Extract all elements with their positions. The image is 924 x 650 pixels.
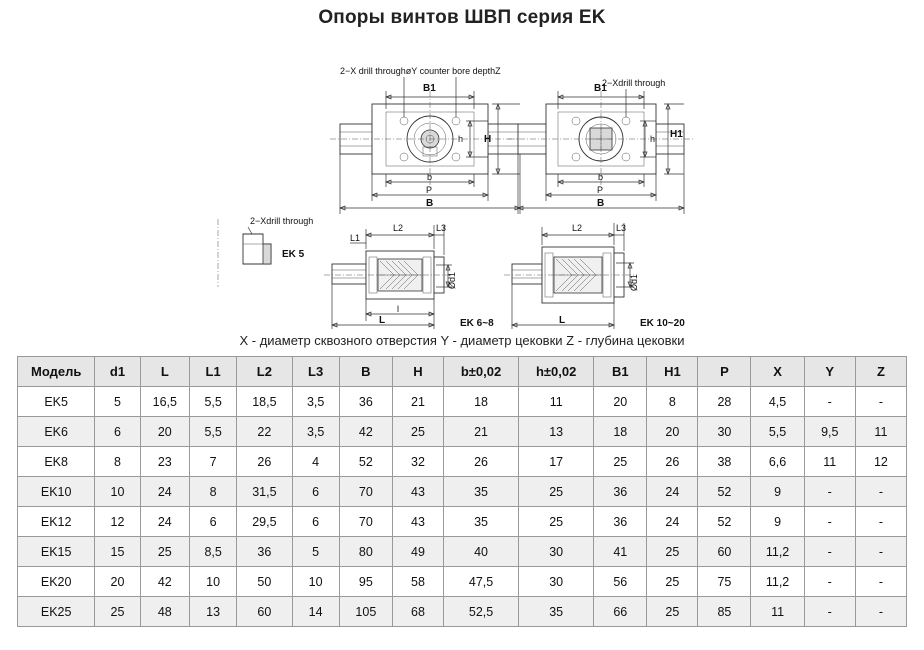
cell-h1: 25: [647, 567, 698, 597]
cell-z: -: [855, 507, 906, 537]
cell-h-tol: 11: [519, 387, 594, 417]
drawing-svg: [0, 29, 924, 329]
cell-b-tol: 35: [444, 477, 519, 507]
cell-l3: 3,5: [292, 387, 339, 417]
cell-z: -: [855, 477, 906, 507]
cell-l2: 18,5: [237, 387, 292, 417]
cell-d1: 20: [95, 567, 140, 597]
page-title: Опоры винтов ШВП серия EK: [318, 7, 606, 28]
cell-l1: 5,5: [190, 387, 237, 417]
cell-h: 49: [392, 537, 443, 567]
table-row: [18, 387, 907, 417]
cell-p: 52: [698, 477, 751, 507]
cell-x: 11,2: [751, 567, 804, 597]
label-l3-right: L3: [616, 223, 627, 233]
label-l3: L3: [436, 223, 447, 233]
col-header-p: P: [698, 357, 751, 387]
cell-p: 28: [698, 387, 751, 417]
cell-b-tol: 35: [444, 507, 519, 537]
label-h-small: h: [458, 134, 464, 144]
cell-p: 75: [698, 567, 751, 597]
cell-l2: 22: [237, 417, 292, 447]
cell-b-tol: 26: [444, 447, 519, 477]
cell-y: -: [804, 507, 855, 537]
ek68-view: [324, 223, 494, 329]
technical-drawing: [0, 29, 924, 329]
label-l1: L1: [350, 233, 361, 243]
ek5-view: [218, 216, 313, 287]
cell-l1: 8: [190, 477, 237, 507]
cell-h1: 20: [647, 417, 698, 447]
cell-x: 4,5: [751, 387, 804, 417]
ek1020-view: [504, 223, 685, 329]
label-b-lower: b: [427, 172, 433, 182]
cell-h-tol: 25: [519, 477, 594, 507]
cell-h: 43: [392, 507, 443, 537]
cell-b: 70: [339, 507, 392, 537]
cell-model: EK20: [18, 567, 95, 597]
col-header-l: L: [140, 357, 189, 387]
cell-b: 95: [339, 567, 392, 597]
label-view-ek5: EK 5: [282, 249, 305, 260]
cell-l: 16,5: [140, 387, 189, 417]
cell-l3: 5: [292, 537, 339, 567]
label-p: P: [426, 185, 433, 195]
cell-l2: 50: [237, 567, 292, 597]
label-l2-right: L2: [572, 223, 583, 233]
cell-y: -: [804, 477, 855, 507]
cell-l: 23: [140, 447, 189, 477]
cell-d1: 10: [95, 477, 140, 507]
cell-h: 58: [392, 567, 443, 597]
cell-z: -: [855, 537, 906, 567]
cell-h1: 25: [647, 537, 698, 567]
cell-h1: 24: [647, 477, 698, 507]
cell-b-tol: 47,5: [444, 567, 519, 597]
cell-y: -: [804, 387, 855, 417]
col-header-y: Y: [804, 357, 855, 387]
cell-x: 11,2: [751, 537, 804, 567]
cell-model: EK15: [18, 537, 95, 567]
specification-table: [17, 356, 907, 627]
cell-z: -: [855, 387, 906, 417]
label-left-note: 2−Xdrill through: [250, 216, 314, 226]
top-right-view: [508, 78, 694, 214]
col-header-l2: L2: [237, 357, 292, 387]
cell-b1: 66: [594, 597, 647, 627]
cell-l1: 13: [190, 597, 237, 627]
col-header-h: H: [392, 357, 443, 387]
cell-model: EK5: [18, 387, 95, 417]
cell-p: 60: [698, 537, 751, 567]
cell-l: 42: [140, 567, 189, 597]
label-top-note: 2−X drill throughøY counter bore depthZ: [340, 66, 501, 76]
label-h-small-right: h: [650, 134, 656, 144]
table-row: [18, 477, 907, 507]
cell-l3: 14: [292, 597, 339, 627]
cell-l1: 5,5: [190, 417, 237, 447]
cell-b: 80: [339, 537, 392, 567]
cell-l2: 36: [237, 537, 292, 567]
cell-d1: 5: [95, 387, 140, 417]
label-view-ek68: EK 6~8: [460, 318, 494, 329]
cell-d1: 6: [95, 417, 140, 447]
label-l2: L2: [393, 223, 404, 233]
cell-h-tol: 35: [519, 597, 594, 627]
cell-l1: 10: [190, 567, 237, 597]
cell-l: 25: [140, 537, 189, 567]
table-row: [18, 597, 907, 627]
label-top-right-note: 2−Xdrill through: [602, 78, 666, 88]
cell-l: 24: [140, 477, 189, 507]
cell-l: 24: [140, 507, 189, 537]
cell-h-tol: 13: [519, 417, 594, 447]
label-b-cap: B: [426, 198, 434, 209]
cell-x: 11: [751, 597, 804, 627]
cell-model: EK25: [18, 597, 95, 627]
label-l-lower: l: [397, 304, 399, 314]
cell-l3: 6: [292, 507, 339, 537]
table-row: [18, 507, 907, 537]
cell-y: 11: [804, 447, 855, 477]
cell-d1: 25: [95, 597, 140, 627]
cell-x: 9: [751, 507, 804, 537]
table-row: [18, 417, 907, 447]
cell-model: EK6: [18, 417, 95, 447]
label-view-ek1020: EK 10~20: [640, 318, 685, 329]
cell-h1: 26: [647, 447, 698, 477]
cell-h-tol: 30: [519, 567, 594, 597]
cell-z: -: [855, 597, 906, 627]
cell-z: 11: [855, 417, 906, 447]
legend-note: X - диаметр сквозного отверстия Y - диаметр цековки Z - глубина цековки: [239, 333, 685, 348]
cell-l2: 29,5: [237, 507, 292, 537]
col-header-h-tol: h±0,02: [519, 357, 594, 387]
top-left-view: [330, 66, 530, 214]
cell-b1: 41: [594, 537, 647, 567]
cell-h: 21: [392, 387, 443, 417]
cell-h1: 25: [647, 597, 698, 627]
cell-p: 38: [698, 447, 751, 477]
cell-l: 48: [140, 597, 189, 627]
cell-h: 32: [392, 447, 443, 477]
label-d1: Ød1: [447, 271, 457, 289]
col-header-l1: L1: [190, 357, 237, 387]
table-row: [18, 447, 907, 477]
cell-l1: 6: [190, 507, 237, 537]
cell-d1: 15: [95, 537, 140, 567]
cell-x: 5,5: [751, 417, 804, 447]
cell-b: 105: [339, 597, 392, 627]
cell-h: 25: [392, 417, 443, 447]
cell-p: 52: [698, 507, 751, 537]
label-b-cap-right: B: [597, 198, 605, 209]
cell-h1: 8: [647, 387, 698, 417]
cell-l2: 31,5: [237, 477, 292, 507]
cell-h1: 24: [647, 507, 698, 537]
cell-b: 70: [339, 477, 392, 507]
cell-b-tol: 40: [444, 537, 519, 567]
cell-x: 9: [751, 477, 804, 507]
cell-h-tol: 17: [519, 447, 594, 477]
cell-z: -: [855, 567, 906, 597]
cell-x: 6,6: [751, 447, 804, 477]
col-header-model: Модель: [18, 357, 95, 387]
cell-l3: 3,5: [292, 417, 339, 447]
cell-d1: 8: [95, 447, 140, 477]
col-header-b: B: [339, 357, 392, 387]
label-l-cap: L: [379, 315, 386, 326]
cell-y: 9,5: [804, 417, 855, 447]
col-header-b-tol: b±0,02: [444, 357, 519, 387]
cell-h: 43: [392, 477, 443, 507]
cell-y: -: [804, 537, 855, 567]
label-b1-right: B1: [594, 83, 607, 94]
cell-b-tol: 21: [444, 417, 519, 447]
col-header-d1: d1: [95, 357, 140, 387]
col-header-x: X: [751, 357, 804, 387]
cell-h: 68: [392, 597, 443, 627]
label-b1: B1: [423, 83, 436, 94]
col-header-b1: B1: [594, 357, 647, 387]
cell-l1: 7: [190, 447, 237, 477]
label-h-cap: H: [484, 134, 492, 145]
cell-b1: 36: [594, 477, 647, 507]
cell-b: 42: [339, 417, 392, 447]
cell-b1: 20: [594, 387, 647, 417]
cell-z: 12: [855, 447, 906, 477]
cell-b-tol: 52,5: [444, 597, 519, 627]
cell-h-tol: 30: [519, 537, 594, 567]
cell-l: 20: [140, 417, 189, 447]
col-header-l3: L3: [292, 357, 339, 387]
cell-l2: 26: [237, 447, 292, 477]
cell-y: -: [804, 597, 855, 627]
col-header-h1: H1: [647, 357, 698, 387]
cell-p: 85: [698, 597, 751, 627]
cell-b1: 36: [594, 507, 647, 537]
table-row: [18, 567, 907, 597]
cell-b-tol: 18: [444, 387, 519, 417]
cell-b1: 25: [594, 447, 647, 477]
label-p-right: P: [597, 185, 604, 195]
cell-l2: 60: [237, 597, 292, 627]
cell-y: -: [804, 567, 855, 597]
cell-d1: 12: [95, 507, 140, 537]
cell-l3: 6: [292, 477, 339, 507]
label-b-lower-right: b: [598, 172, 604, 182]
table-header-row: [18, 357, 907, 387]
col-header-z: Z: [855, 357, 906, 387]
cell-l1: 8,5: [190, 537, 237, 567]
cell-p: 30: [698, 417, 751, 447]
cell-b: 52: [339, 447, 392, 477]
cell-b1: 18: [594, 417, 647, 447]
cell-model: EK8: [18, 447, 95, 477]
cell-l3: 4: [292, 447, 339, 477]
cell-b: 36: [339, 387, 392, 417]
label-h1: H1: [670, 129, 683, 140]
cell-l3: 10: [292, 567, 339, 597]
cell-b1: 56: [594, 567, 647, 597]
label-d1-right: Ød1: [629, 273, 639, 291]
table-row: [18, 537, 907, 567]
cell-model: EK12: [18, 507, 95, 537]
cell-h-tol: 25: [519, 507, 594, 537]
cell-model: EK10: [18, 477, 95, 507]
label-l-cap-right: L: [559, 315, 566, 326]
